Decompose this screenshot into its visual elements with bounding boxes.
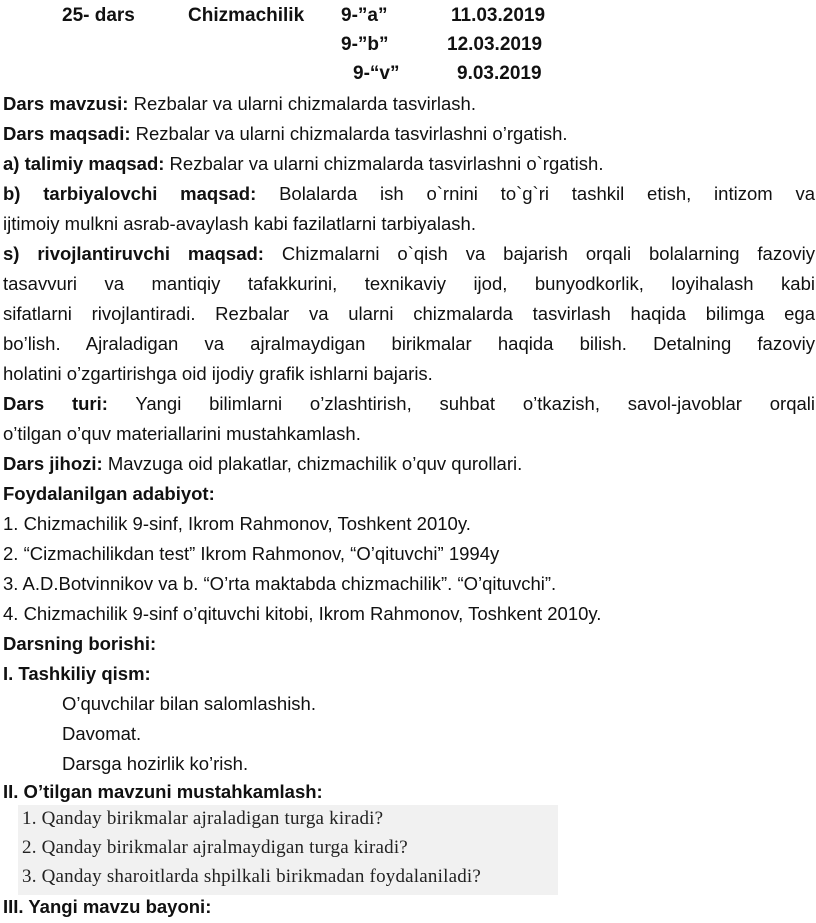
literature-item: 4. Chizmachilik 9-sinf o’qituvchi kitobi, Ikrom Rahmonov, Toshkent 2010y. bbox=[3, 603, 602, 624]
new-topic-heading: III. Yangi mavzu bayoni: bbox=[3, 896, 212, 917]
class-label: 9-”a” bbox=[341, 5, 388, 26]
class-date: 12.03.2019 bbox=[447, 34, 543, 55]
organization-heading: I. Tashkiliy qism: bbox=[3, 663, 151, 684]
topic-label: Dars mavzusi: bbox=[3, 93, 129, 114]
goal-s-line bbox=[3, 239, 815, 269]
type-label: Dars turi: bbox=[3, 393, 108, 414]
goal-s-line-2: tasavvuri va mantiqiy tafakkurini, texnikaviy ijod, bunyodkorlik, loyihalash kabi bbox=[3, 273, 815, 294]
review-heading: II. O’tilgan mavzuni mustahkamlash: bbox=[3, 781, 323, 802]
goal-s-line-4: bo’lish. Ajraladigan va ajralmaydigan birikmalar haqida bilish. Detalning fazoviy bbox=[3, 333, 815, 354]
organization-item: O’quvchilar bilan salomlashish. bbox=[62, 693, 316, 714]
equipment-text: Mavzuga oid plakatlar, chizmachilik o’quv qurollari. bbox=[102, 453, 523, 474]
topic-line bbox=[3, 89, 815, 119]
type-line bbox=[3, 389, 815, 419]
topic-text: Rezbalar va ularni chizmalarda tasvirlash. bbox=[128, 93, 476, 114]
goal-s-line-5: holatini o’zgartirishga oid ijodiy grafik ishlarni bajaris. bbox=[3, 363, 433, 384]
goal-line bbox=[3, 119, 815, 149]
class-label: 9-“v” bbox=[353, 63, 400, 84]
review-question: 1. Qanday birikmalar ajraladigan turga kiradi? bbox=[22, 808, 384, 829]
goal-b-text: Bolalarda ish o`rnini to`g`ri tashkil etish, intizom va bbox=[256, 183, 815, 204]
goal-a-line bbox=[3, 149, 815, 179]
goal-a-label: a) talimiy maqsad: bbox=[3, 153, 165, 174]
subject-name: Chizmachilik bbox=[188, 5, 305, 26]
goal-b-line-2: ijtimoiy mulkni asrab-avaylash kabi fazilatlarni tarbiyalash. bbox=[3, 213, 476, 234]
organization-item: Darsga hozirlik ko’rish. bbox=[62, 753, 249, 774]
goal-b-line bbox=[3, 179, 815, 209]
class-label: 9-”b” bbox=[341, 34, 389, 55]
type-text: Yangi bilimlarni o’zlashtirish, suhbat o’tkazish, savol-javoblar orqali bbox=[107, 393, 815, 414]
review-question: 3. Qanday sharoitlarda shpilkali birikmadan foydalaniladi? bbox=[22, 866, 482, 887]
goal-text: Rezbalar va ularni chizmalarda tasvirlashni o’rgatish. bbox=[130, 123, 568, 144]
goal-a-text: Rezbalar va ularni chizmalarda tasvirlashni o`rgatish. bbox=[164, 153, 604, 174]
literature-heading: Foydalanilgan adabiyot: bbox=[3, 483, 215, 504]
type-line-2: o’tilgan o’quv materiallarini mustahkamlash. bbox=[3, 423, 361, 444]
goal-s-label: s) rivojlantiruvchi maqsad: bbox=[3, 243, 264, 264]
goal-s-text: Chizmalarni o`qish va bajarish orqali bolalarning fazoviy bbox=[263, 243, 815, 264]
progress-heading: Darsning borishi: bbox=[3, 633, 157, 654]
lesson-number: 25- dars bbox=[62, 5, 135, 26]
review-question: 2. Qanday birikmalar ajralmaydigan turga kiradi? bbox=[22, 837, 408, 858]
literature-item: 2. “Cizmachilikdan test” Ikrom Rahmonov, “O’qituvchi” 1994y bbox=[3, 543, 500, 564]
literature-item: 1. Chizmachilik 9-sinf, Ikrom Rahmonov, Toshkent 2010y. bbox=[3, 513, 471, 534]
organization-item: Davomat. bbox=[62, 723, 142, 744]
class-date: 11.03.2019 bbox=[451, 5, 546, 26]
class-date: 9.03.2019 bbox=[457, 63, 542, 84]
equipment-line bbox=[3, 449, 815, 479]
goal-label: Dars maqsadi: bbox=[3, 123, 131, 144]
review-questions-image bbox=[18, 805, 558, 895]
literature-item: 3. A.D.Botvinnikov va b. “O’rta maktabda chizmachilik”. “O’qituvchi”. bbox=[3, 573, 557, 594]
goal-s-line-3: sifatlarni rivojlantiradi. Rezbalar va ularni chizmalarda tasvirlash haqida bilimga ega bbox=[3, 303, 815, 324]
goal-b-label: b) tarbiyalovchi maqsad: bbox=[3, 183, 257, 204]
equipment-label: Dars jihozi: bbox=[3, 453, 103, 474]
